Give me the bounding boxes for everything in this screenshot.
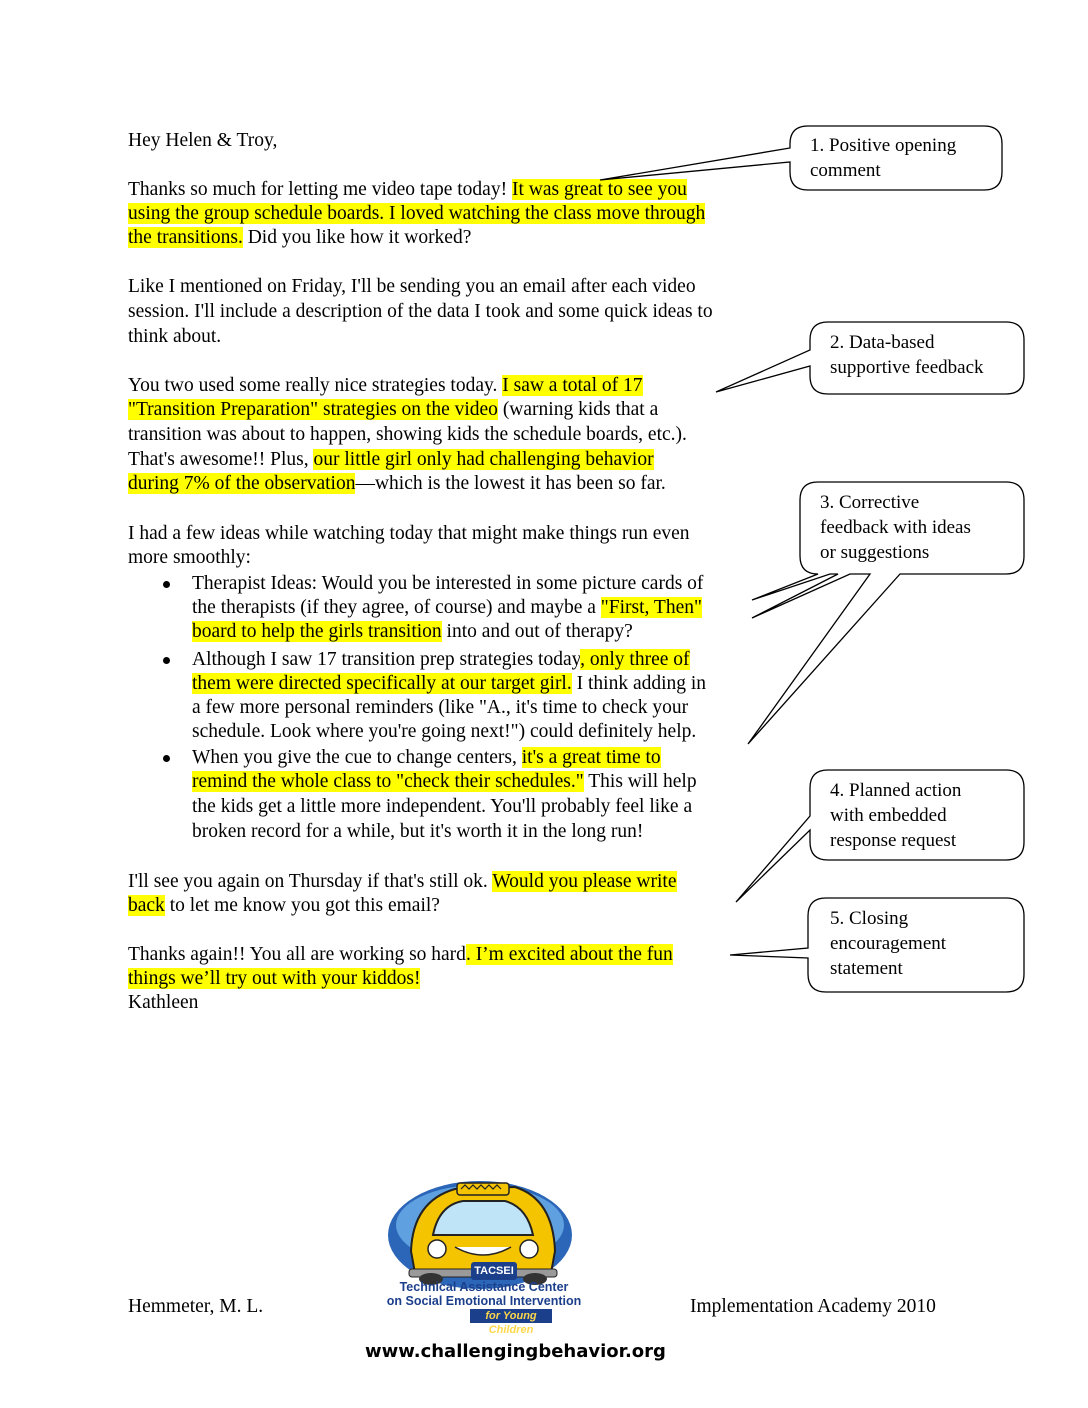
bullet-2-line-2: them were directed specifically at our target girl. I think adding in: [192, 673, 707, 694]
highlight: It was great to see you: [511, 179, 687, 200]
footer-author: Hemmeter, M. L.: [128, 1296, 264, 1317]
highlight: remind the whole class to "check their schedules.": [192, 771, 584, 792]
bullet-3-line-2: remind the whole class to "check their schedules." This will help: [192, 771, 697, 792]
bullet-2-line-4: schedule. Look where you're going next!") could definitely help.: [192, 721, 697, 742]
highlight: our little girl only had challenging behavior: [313, 449, 654, 470]
callout-1-text: 1. Positive opening comment: [810, 135, 957, 181]
bullet-3-line-1: When you give the cue to change centers, it's a great time to: [192, 747, 661, 768]
signature: Kathleen: [128, 992, 199, 1013]
callout-2-text: 2. Data-based supportive feedback: [830, 332, 984, 378]
para-5-line-2: back to let me know you got this email?: [128, 895, 440, 916]
highlight: things we’ll try out with your kiddos!: [128, 968, 421, 989]
para-1-line-3: the transitions. Did you like how it worked?: [128, 227, 472, 248]
greeting: Hey Helen & Troy,: [128, 130, 278, 151]
para-1-line-1: Thanks so much for letting me video tape today! It was great to see you: [128, 179, 687, 200]
callout-3-text: 3. Corrective feedback with ideas or suggestions: [820, 492, 971, 563]
para-3-line-1: You two used some really nice strategies today. I saw a total of 17: [128, 375, 643, 396]
highlight: . I’m excited about the fun: [465, 944, 673, 965]
bullet-1-line-2: the therapists (if they agree, of course) and maybe a "First, Then": [192, 597, 702, 618]
callout-4-text: 4. Planned action with embedded response request: [830, 780, 962, 851]
highlight: the transitions.: [128, 227, 243, 248]
highlight: during 7% of the observation: [128, 473, 356, 494]
highlight: I saw a total of 17: [502, 375, 643, 396]
para-6-line-1: Thanks again!! You all are working so hard. I’m excited about the fun: [128, 944, 673, 965]
website-link[interactable]: www.challengingbehavior.org: [365, 1341, 666, 1362]
highlight: it's a great time to: [521, 747, 661, 768]
para-2-line-2: session. I'll include a description of the data I took and some quick ideas to: [128, 301, 713, 322]
bullet-2-line-3: a few more personal reminders (like "A., it's time to check your: [192, 697, 689, 718]
logo-tag: TACSEI: [471, 1262, 517, 1280]
highlight: "Transition Preparation" strategies on the video: [128, 399, 498, 420]
para-4-line-2: more smoothly:: [128, 547, 251, 568]
highlight: back: [128, 895, 165, 916]
para-3-line-2: "Transition Preparation" strategies on the video (warning kids that a: [128, 399, 659, 420]
logo-line-2: on Social Emotional Intervention: [386, 1294, 582, 1308]
para-5-line-1: I'll see you again on Thursday if that's still ok. Would you please write: [128, 871, 677, 892]
bullet-2-line-1: Although I saw 17 transition prep strategies today, only three of: [192, 649, 690, 670]
para-3-line-5: during 7% of the observation—which is the lowest it has been so far.: [128, 473, 666, 494]
para-2-line-3: think about.: [128, 326, 222, 347]
para-2-line-1: Like I mentioned on Friday, I'll be sending you an email after each video: [128, 276, 696, 297]
footer-event: Implementation Academy 2010: [690, 1296, 936, 1317]
para-3-line-4: That's awesome!! Plus, our little girl only had challenging behavior: [128, 449, 654, 470]
logo-line-1: Technical Assistance Center: [399, 1280, 569, 1294]
highlight: , only three of: [580, 649, 690, 670]
highlight: "First, Then": [600, 597, 702, 618]
bullet-3-line-4: broken record for a while, but it's worth it in the long run!: [192, 821, 644, 842]
bullet-1-line-3: board to help the girls transition into and out of therapy?: [192, 621, 633, 642]
highlight: board to help the girls transition: [192, 621, 442, 642]
para-3-line-3: transition was about to happen, showing kids the schedule boards, etc.).: [128, 424, 687, 445]
highlight: Would you please write: [492, 871, 677, 892]
highlight: using the group schedule boards. I loved watching the class move through: [128, 203, 706, 224]
callout-5-text: 5. Closing encouragement statement: [830, 908, 947, 979]
bullet-3-line-3: the kids get a little more independent. You'll probably feel like a: [192, 796, 693, 817]
highlight: them were directed specifically at our target girl.: [192, 673, 572, 694]
para-4-line-1: I had a few ideas while watching today that might make things run even: [128, 523, 690, 544]
bullet-1-line-1: Therapist Ideas: Would you be interested in some picture cards of: [192, 573, 704, 594]
logo-line-3: for Young Children: [470, 1309, 552, 1323]
